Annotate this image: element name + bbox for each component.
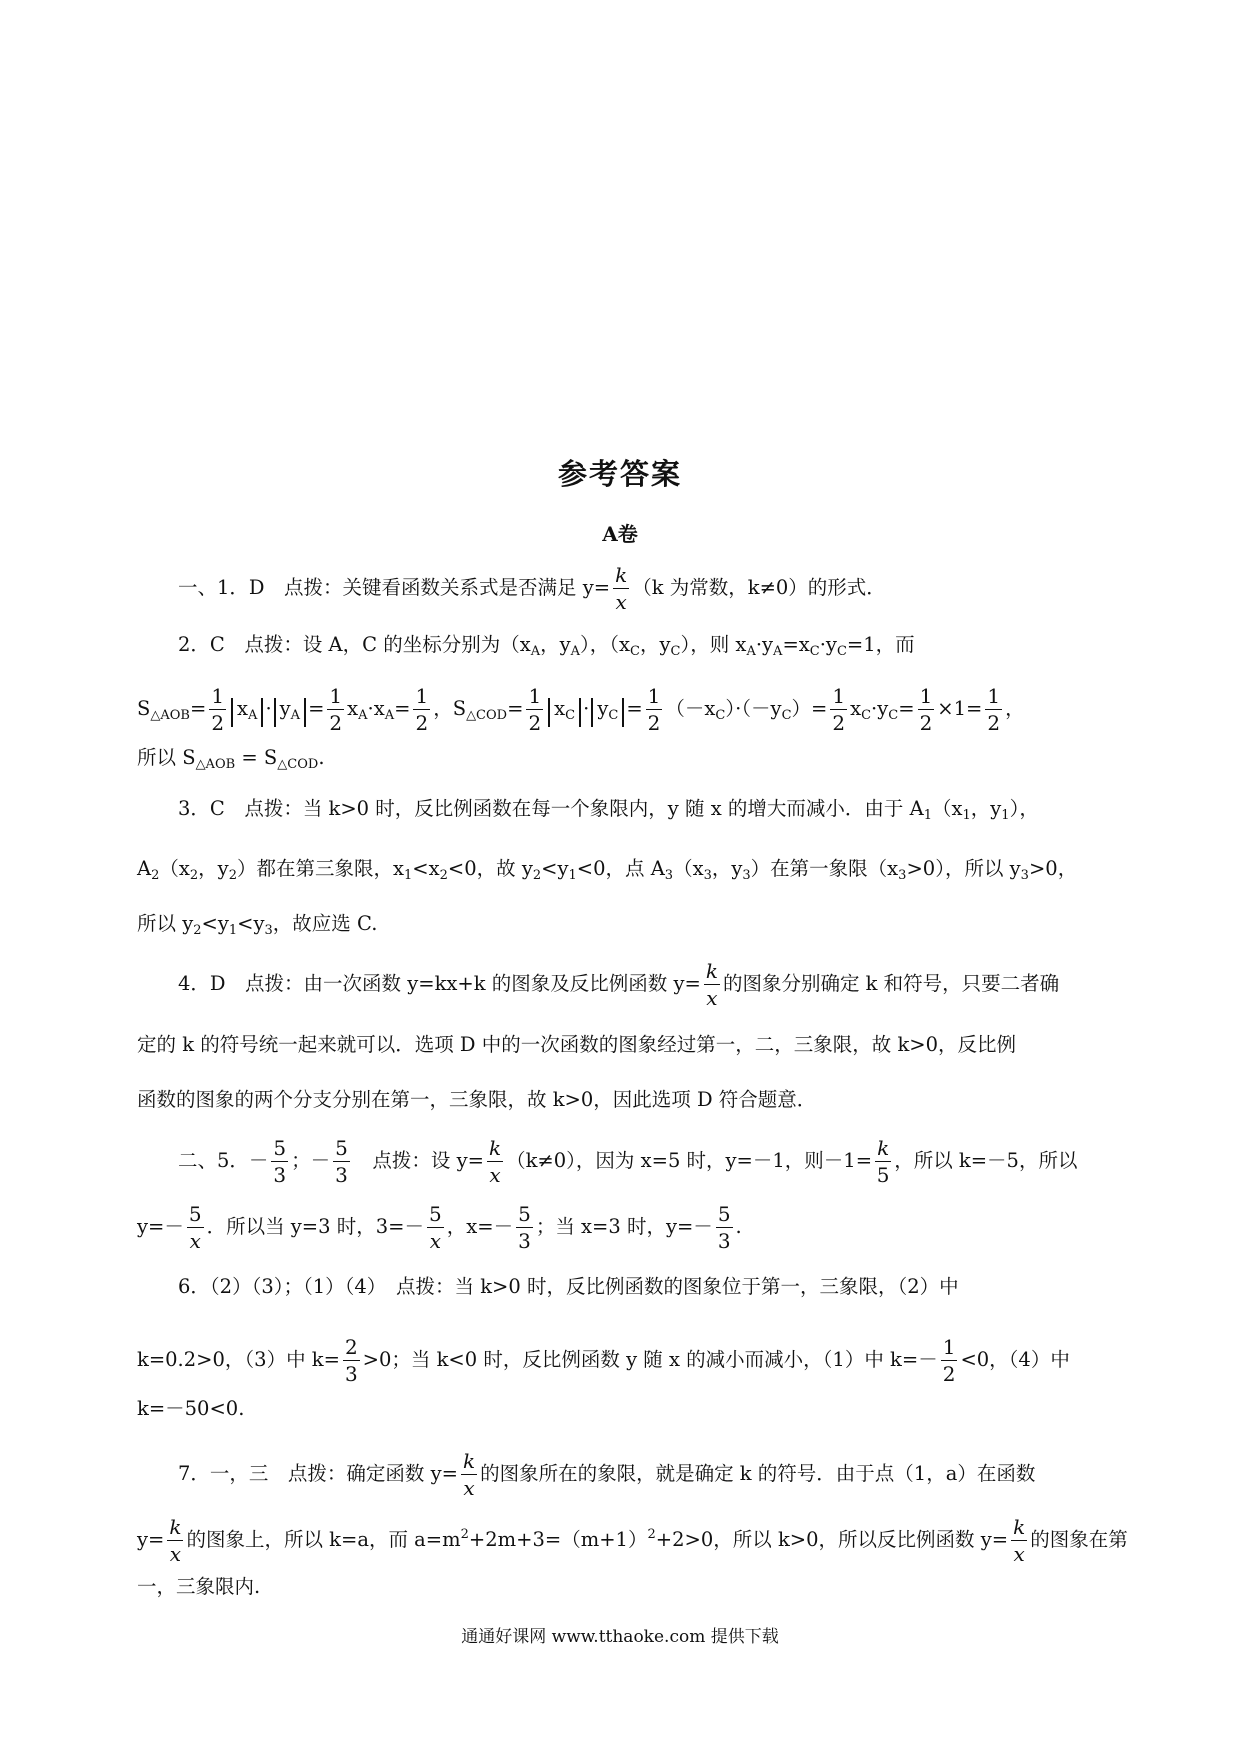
answer-1: 一、1．D 点拨：关键看函数关系式是否满足 y= $\frac{k}{x}$ （k 为常数，k≠0）的形式． xyxy=(178,563,886,614)
answer-3-line-1: 3．C 点拨：当 k>0 时，反比例函数在每一个象限内，y 随 x 的增大而减小．由于 $A_1(x_1$，$y_1$）， xyxy=(178,797,1039,823)
answer-7-line-1: 7．一，三 点拨：确定函数 y= $\frac{k}{x}$ 的图象所在的象限，就是确定 k 的符号．由于点（1，a）在函数 xyxy=(178,1449,1036,1500)
answer-2-line-3: 所以 $S_{\triangle AOB} = S_{\triangle COD}$. xyxy=(137,746,325,772)
answer-6-line-1: 6．（2）（3）；（1）（4） 点拨：当 k>0 时，反比例函数的图象位于第一，三象限，（2）中 xyxy=(178,1275,959,1298)
answer-2-line-2: $S_{\triangle AOB}=$ $\frac{1}{2}$ $x_A \cdot y_A$ = $\frac{1}{2}$ $x_A\cdot x_A=$ $\frac{1}{2}$ ，$S_{\triangle COD}=$ $\frac{1}{2}$ $x_C \cdot y_C$ = $\frac{1}{2}$ $(-x_C)\cdot(-y_C)=$ $\frac{1}{2}$ $x_C\cdot y_C=$ $\frac{1}{2}$ ×1= $\frac{1}{2}$ ， xyxy=(137,684,1025,735)
answer-4-line-1: 4．D 点拨：由一次函数 y=kx+k 的图象及反比例函数 y= $\frac{k}{x}$ 的图象分别确定 k 和符号，只要二者确 xyxy=(178,959,1060,1010)
answer-6-line-3: k=－50<0. xyxy=(137,1397,245,1420)
answer-3-line-2: $A_2(x_2$，$y_2$）都在第三象限，$x_1<x_2<0$，故 $y_2<y_1<0$，点 $A_3(x_3$，$y_3$）在第一象限$(x_3>0)$，所以 $y_3>0$， xyxy=(137,857,1078,883)
answer-7-line-2: y= $\frac{k}{x}$ 的图象上，所以 k=a，而 $a=m^2+2m+3=(m+1)^2+2>0$，所以 k>0，所以反比例函数 y= $\frac{k}{x}$ 的图象在第 xyxy=(137,1515,1128,1566)
answer-2-line-1: 2．C 点拨：设 A，C 的坐标分别为（$x_A$，$y_A$），（$x_C$，$y_C$），则 $x_A\cdot y_A=x_C\cdot y_C=1$，而 xyxy=(178,633,915,659)
answer-7-line-3: 一，三象限内. xyxy=(137,1575,261,1598)
fraction: $\frac{k}{x}$ xyxy=(615,563,628,614)
answer-5-line-1: 二、5．－ $\frac{5}{3}$ ；－ $\frac{5}{3}$ 点拨：设 y= $\frac{k}{x}$ （k≠0），因为 x=5 时，y=－1，则－1= $\frac{k}{5}$ ，所以 k=－5，所以 xyxy=(178,1136,1078,1187)
answer-5-line-2: y=－ $\frac{5}{x}$ ．所以当 y=3 时，3=－ $\frac{5}{x}$ ，x=－ $\frac{5}{3}$ ；当 x=3 时，y=－ $\frac{5}{3}$ . xyxy=(137,1202,742,1253)
answer-4-line-3: 函数的图象的两个分支分别在第一，三象限，故 k>0，因此选项 D 符合题意． xyxy=(137,1088,817,1111)
section-title: A卷 xyxy=(602,522,638,546)
answer-6-line-2: k=0.2>0，（3）中 k= $\frac{2}{3}$ >0；当 k<0 时，反比例函数 y 随 x 的减小而减小，（1）中 k=－ $\frac{1}{2}$ <0，（4）中 xyxy=(137,1335,1070,1386)
answer-3-line-3: 所以 $y_2<y_1<y_3$，故应选 C. xyxy=(137,912,378,938)
page-title: 参考答案 xyxy=(557,457,682,491)
answer-4-line-2: 定的 k 的符号统一起来就可以．选项 D 中的一次函数的图象经过第一，二，三象限，故 k>0，反比例 xyxy=(137,1033,1017,1056)
footer-source: 通通好课网 www.tthaoke.com 提供下载 xyxy=(461,1627,779,1647)
